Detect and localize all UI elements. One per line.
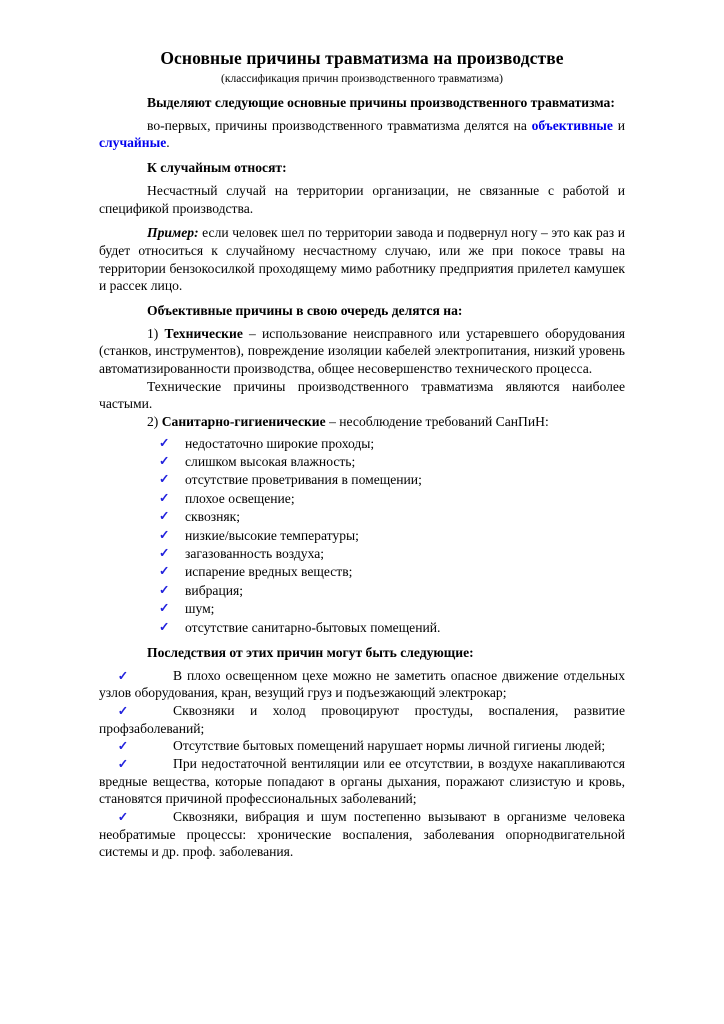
- intro-heading: [99, 94, 625, 112]
- sanitary-item-body: – несоблюдение требований СанПиН:: [325, 413, 549, 429]
- list-item-label: низкие/высокие температуры;: [185, 527, 359, 543]
- intro-period: .: [166, 135, 170, 151]
- objective-causes-heading-text: Объективные причины в свою очередь делятся на:: [147, 302, 463, 318]
- list-item: [99, 471, 625, 489]
- check-icon: ✓: [159, 490, 170, 505]
- list-item-label: плохое освещение;: [185, 490, 295, 506]
- consequence-item: [99, 808, 625, 861]
- example-body: если человек шел по территории завода и подвернул ногу – это как раз и будет относиться к случайному несчастному случаю, или же при покосе травы на территории бензокосилкой проходящему мимо работнику предприятия прилетел камушек и рассек лицо.: [99, 225, 625, 294]
- list-item-label: загазованность воздуха;: [185, 546, 325, 561]
- list-item-label: отсутствие санитарно-бытовых помещений.: [185, 619, 441, 635]
- example-label: Пример:: [147, 225, 199, 241]
- random-causes-paragraph: Несчастный случай на территории организации, не связанные с работой и спецификой производства.: [99, 182, 625, 216]
- list-item-label: недостаточно широкие проходы;: [185, 435, 375, 451]
- technical-causes-paragraph: [99, 325, 625, 378]
- technical-item-body: – использование неисправного или устаревшего оборудования (станков, инструментов), повреждение изоляции кабелей электропитания, низкий уровень автоматизированности производства, общее несовершенство технического процесса.: [99, 325, 625, 376]
- consequences-heading: [99, 644, 625, 662]
- check-icon: ✓: [159, 619, 170, 634]
- check-icon: ✓: [117, 810, 129, 825]
- random-causes-heading-text: К случайным относят:: [147, 160, 287, 176]
- check-icon: ✓: [159, 546, 170, 560]
- list-item: [99, 619, 625, 637]
- check-icon: ✓: [117, 668, 129, 683]
- consequence-item: [99, 755, 625, 808]
- consequence-item-label: Сквозняки, вибрация и шум постепенно вызывают в организме человека необратимые процессы: хронические воспаления, заболевания опорнодвигательной системы и др. проф. заболевания.: [99, 809, 625, 860]
- page-subtitle: (классификация причин производственного травматизма): [221, 73, 503, 86]
- list-item: [99, 600, 625, 618]
- check-icon: ✓: [159, 472, 170, 487]
- intro-paragraph: [99, 117, 625, 152]
- consequence-item: [99, 702, 625, 737]
- list-item: [99, 490, 625, 508]
- consequence-item: [99, 667, 625, 702]
- sanitary-item-number: 2): [147, 413, 162, 429]
- consequence-item-label: Сквозняки и холод провоцируют простуды, воспаления, развитие профзаболеваний;: [99, 703, 625, 736]
- check-icon: ✓: [159, 453, 170, 468]
- consequences-heading-text: Последствия от этих причин могут быть следующие:: [147, 645, 474, 661]
- check-icon: ✓: [159, 582, 170, 597]
- list-item: [99, 453, 625, 471]
- technical-item-number: 1): [147, 325, 165, 341]
- consequence-item: [99, 737, 625, 755]
- list-item: [99, 508, 625, 526]
- random-causes-heading: [99, 159, 625, 177]
- list-item-label: испарение вредных веществ;: [185, 564, 353, 580]
- check-icon: ✓: [117, 704, 129, 719]
- example-paragraph: [99, 224, 625, 295]
- technical-note-paragraph: Технические причины производственного травматизма являются наиболее частыми.: [99, 378, 625, 412]
- list-item: [99, 563, 625, 581]
- intro-heading-text: Выделяют следующие основные причины производственного травматизма:: [147, 95, 615, 111]
- list-item-label: шум;: [185, 601, 215, 617]
- sanitary-conditions-list: [99, 435, 625, 637]
- consequence-item-label: Отсутствие бытовых помещений нарушает нормы личной гигиены людей;: [173, 738, 606, 754]
- check-icon: ✓: [159, 601, 170, 616]
- check-icon: ✓: [159, 527, 170, 542]
- technical-item-label: Технические: [164, 325, 243, 341]
- check-icon: ✓: [159, 564, 170, 579]
- consequence-item-label: При недостаточной вентиляции или ее отсутствии, в воздухе накапливаются вредные вещества, которые попадают в органы дыхания, поражают слизистую и кровь, становятся причиной профессиональных заболеваний;: [99, 756, 625, 807]
- check-icon: ✓: [117, 757, 129, 772]
- list-item-label: слишком высокая влажность;: [185, 453, 356, 469]
- term-random: случайные: [99, 135, 167, 151]
- term-objective: объективные: [531, 117, 613, 133]
- list-item: [99, 527, 625, 545]
- sanitary-item-label: Санитарно-гигиенические: [161, 413, 326, 429]
- check-icon: ✓: [159, 509, 170, 524]
- consequence-item-label: В плохо освещенном цехе можно не заметить опасное движение отдельных узлов оборудования, кран, везущий груз и подъезжающий электрокар;: [99, 667, 625, 701]
- objective-causes-heading: [99, 302, 625, 320]
- list-item-label: отсутствие проветривания в помещении;: [185, 472, 422, 488]
- page-title: Основные причины травматизма на производстве: [160, 48, 564, 68]
- intro-conjunction: и: [612, 117, 625, 133]
- list-item-label: сквозняк;: [185, 509, 241, 525]
- list-item: [99, 435, 625, 453]
- sanitary-causes-paragraph: [99, 413, 625, 431]
- list-item: [99, 545, 625, 563]
- intro-body-text: во-первых, причины производственного травматизма делятся на: [147, 117, 532, 133]
- list-item-label: вибрация;: [185, 582, 244, 598]
- list-item: [99, 582, 625, 600]
- check-icon: ✓: [117, 739, 129, 754]
- check-icon: ✓: [159, 435, 170, 450]
